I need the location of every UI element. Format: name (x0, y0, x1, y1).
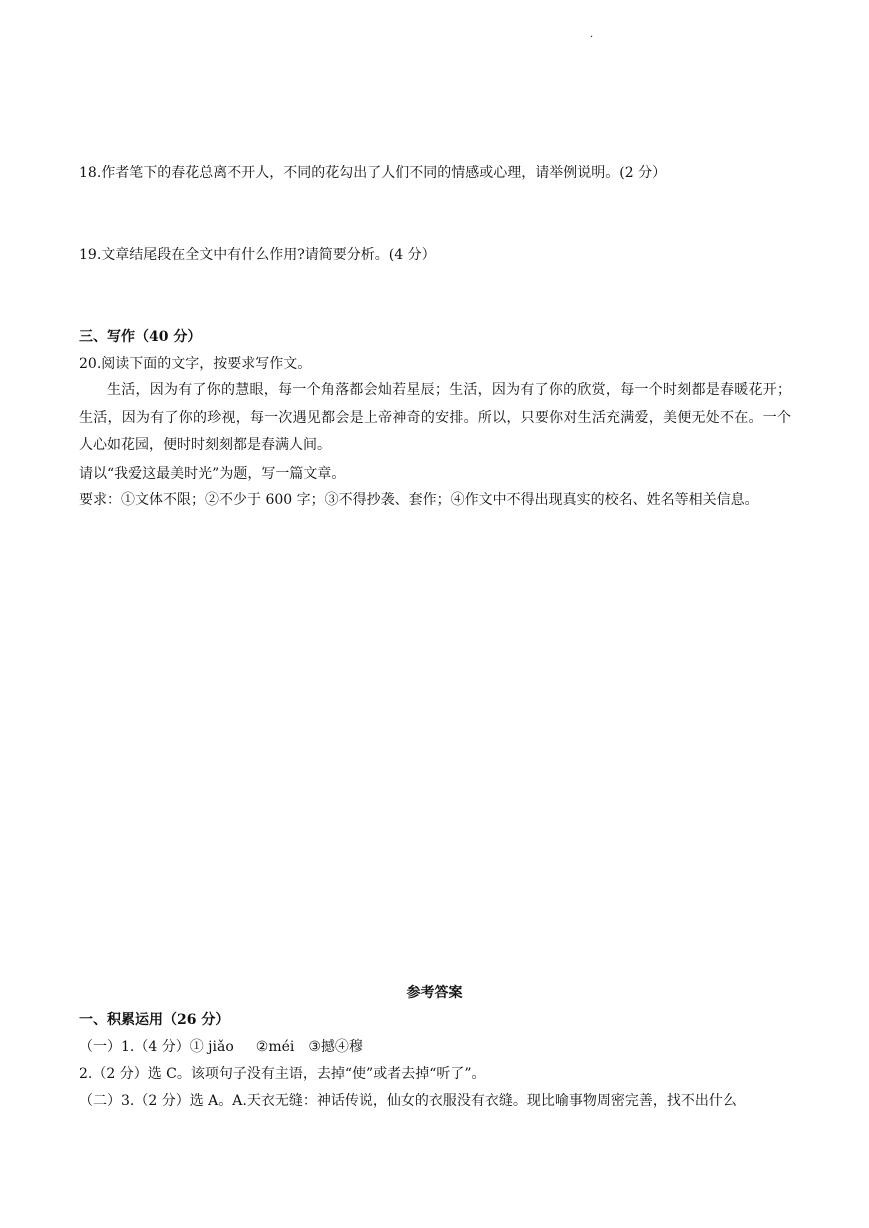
writing-section-title: 三、写作（40 分） (79, 329, 202, 345)
writing-requirements: 要求：①文体不限；②不少于 600 字；③不得抄袭、套作；④作文中不得出现真实的校名、姓名等相关信息。 (79, 492, 759, 508)
answer-1-part-3: ③撼④穆 (308, 1039, 363, 1055)
writing-passage: 生活，因为有了你的慧眼，每一个角落都会灿若星辰；生活，因为有了你的欣赏，每一个时刻都是春暖花开；生活，因为有了你的珍视，每一次遇见都会是上帝神奇的安排。所以，只要你对生活充满爱，美便无处不在。一个人心如花园，便时时刻刻都是春满人间。 (79, 382, 791, 453)
question-20: 20.阅读下面的文字，按要求写作文。 (79, 356, 312, 372)
header-mark: · (590, 32, 594, 43)
answer-1-part-1: （一）1.（4 分）① jiǎo (79, 1039, 234, 1055)
question-19: 19.文章结尾段在全文中有什么作用?请简要分析。(4 分） (79, 247, 436, 263)
answers-section-1: 一、积累运用（26 分） (79, 1012, 230, 1028)
answer-2: 2.（2 分）选 C。该项句子没有主语，去掉“使”或者去掉“听了”。 (79, 1066, 486, 1082)
question-18: 18.作者笔下的春花总离不开人，不同的花勾出了人们不同的情感或心理，请举例说明。(2 分） (79, 165, 667, 181)
answer-3: （二）3.（2 分）选 A。A.天衣无缝：神话传说，仙女的衣服没有衣缝。现比喻事物周密完善，找不出什么 (79, 1093, 737, 1109)
answer-1-part-2: ②méi (255, 1039, 295, 1055)
writing-prompt: 请以“我爱这最美时光”为题，写一篇文章。 (79, 466, 346, 482)
answers-title: 参考答案 (406, 985, 463, 1001)
answer-1 (79, 1037, 363, 1057)
